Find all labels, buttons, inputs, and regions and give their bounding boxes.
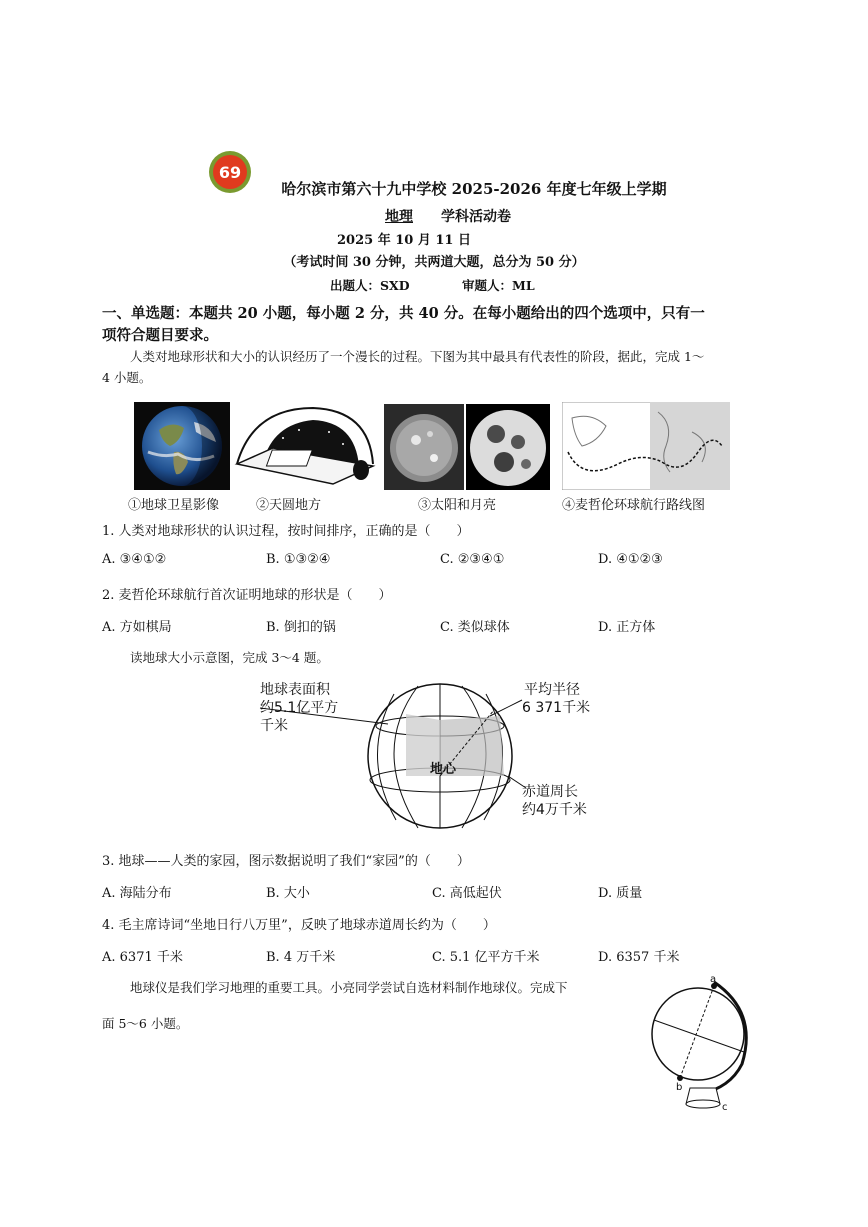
intro-line2: 4 小题。: [102, 370, 152, 385]
question-3-option-b[interactable]: B. 大小: [266, 886, 310, 901]
intro-globe-line1: 地球仪是我们学习地理的重要工具。小亮同学尝试自选材料制作地球仪。完成下: [130, 980, 568, 995]
question-3-option-d[interactable]: D. 质量: [598, 886, 643, 901]
heaven-round-earth-square-image: [233, 404, 377, 490]
reviewer: 审题人：ML: [462, 278, 535, 293]
setter: 出题人：SXD: [330, 278, 410, 293]
sun-image: [384, 404, 464, 490]
question-1-option-d[interactable]: D. ④①②③: [598, 552, 663, 567]
moon-image: [466, 404, 550, 490]
exam-date: 2025 年 10 月 11 日: [337, 233, 471, 248]
question-1-option-a[interactable]: A. ③④①②: [102, 552, 167, 567]
radius-label-2: 6 371千米: [522, 700, 591, 716]
equator-label-2: 约4万千米: [522, 802, 587, 818]
section-title-line1: 一、单选题：本题共 20 小题，每小题 2 分，共 40 分。在每小题给出的四个选项中，只有一: [102, 305, 705, 322]
earth-center-label: 地心: [430, 762, 457, 777]
subject-suffix: 学科活动卷: [441, 209, 511, 225]
caption-sun-moon: ③太阳和月亮: [418, 498, 497, 513]
caption-earth-satellite: ①地球卫星影像: [128, 498, 220, 513]
question-1-stem: 1. 人类对地球形状的认识过程，按时间排序，正确的是（ ）: [102, 524, 470, 539]
question-2-option-a[interactable]: A. 方如棋局: [102, 620, 172, 635]
question-4-option-a[interactable]: A. 6371 千米: [102, 950, 183, 965]
question-1-option-b[interactable]: B. ①③②④: [266, 552, 331, 567]
globe-label-c: c: [722, 1102, 728, 1112]
question-3-stem: 3. 地球——人类的家园，图示数据说明了我们“家园”的（ ）: [102, 854, 470, 869]
caption-magellan: ④麦哲伦环球航行路线图: [562, 498, 706, 513]
question-3-option-c[interactable]: C. 高低起伏: [432, 886, 502, 901]
section-title-line2: 项符合题目要求。: [102, 327, 218, 344]
radius-label-1: 平均半径: [524, 682, 580, 698]
question-2-option-d[interactable]: D. 正方体: [598, 620, 656, 635]
globe-figure: [640, 972, 760, 1112]
globe-label-a: a: [710, 974, 717, 985]
surface-label-1: 地球表面积: [260, 682, 330, 698]
surface-label-2: 约5.1亿平方: [260, 700, 339, 716]
globe-label-b: b: [676, 1082, 683, 1093]
question-2-option-c[interactable]: C. 类似球体: [440, 620, 510, 635]
question-3-option-a[interactable]: A. 海陆分布: [102, 886, 172, 901]
intro-earth-size: 读地球大小示意图，完成 3～4 题。: [130, 650, 329, 665]
magellan-route-map: [562, 402, 730, 490]
question-1-option-c[interactable]: C. ②③④①: [440, 552, 505, 567]
question-4-option-c[interactable]: C. 5.1 亿平方千米: [432, 950, 540, 965]
exam-info: （考试时间 30 分钟，共两道大题，总分为 50 分）: [283, 255, 585, 270]
intro-line1: 人类对地球形状和大小的认识经历了一个漫长的过程。下图为其中最具有代表性的阶段，据此，完成 1～: [130, 349, 705, 364]
question-4-option-d[interactable]: D. 6357 千米: [598, 950, 680, 965]
question-2-stem: 2. 麦哲伦环球航行首次证明地球的形状是（ ）: [102, 588, 392, 603]
question-4-stem: 4. 毛主席诗词“坐地日行八万里”，反映了地球赤道周长约为（ ）: [102, 918, 496, 933]
logo-text: 69: [218, 163, 242, 182]
question-4-option-b[interactable]: B. 4 万千米: [266, 950, 336, 965]
intro-globe-line2: 面 5～6 小题。: [102, 1016, 189, 1031]
equator-label-1: 赤道周长: [522, 784, 578, 800]
earth-satellite-image: [134, 402, 230, 490]
subject-line: [0, 206, 868, 226]
earth-size-diagram: [250, 680, 610, 830]
school-title: 哈尔滨市第六十九中学校 2025-2026 年度七年级上学期: [281, 180, 667, 198]
question-2-option-b[interactable]: B. 倒扣的锅: [266, 620, 336, 635]
caption-heaven-round: ②天圆地方: [256, 498, 322, 513]
surface-label-3: 千米: [260, 718, 288, 734]
subject-name: 地理: [385, 209, 413, 225]
